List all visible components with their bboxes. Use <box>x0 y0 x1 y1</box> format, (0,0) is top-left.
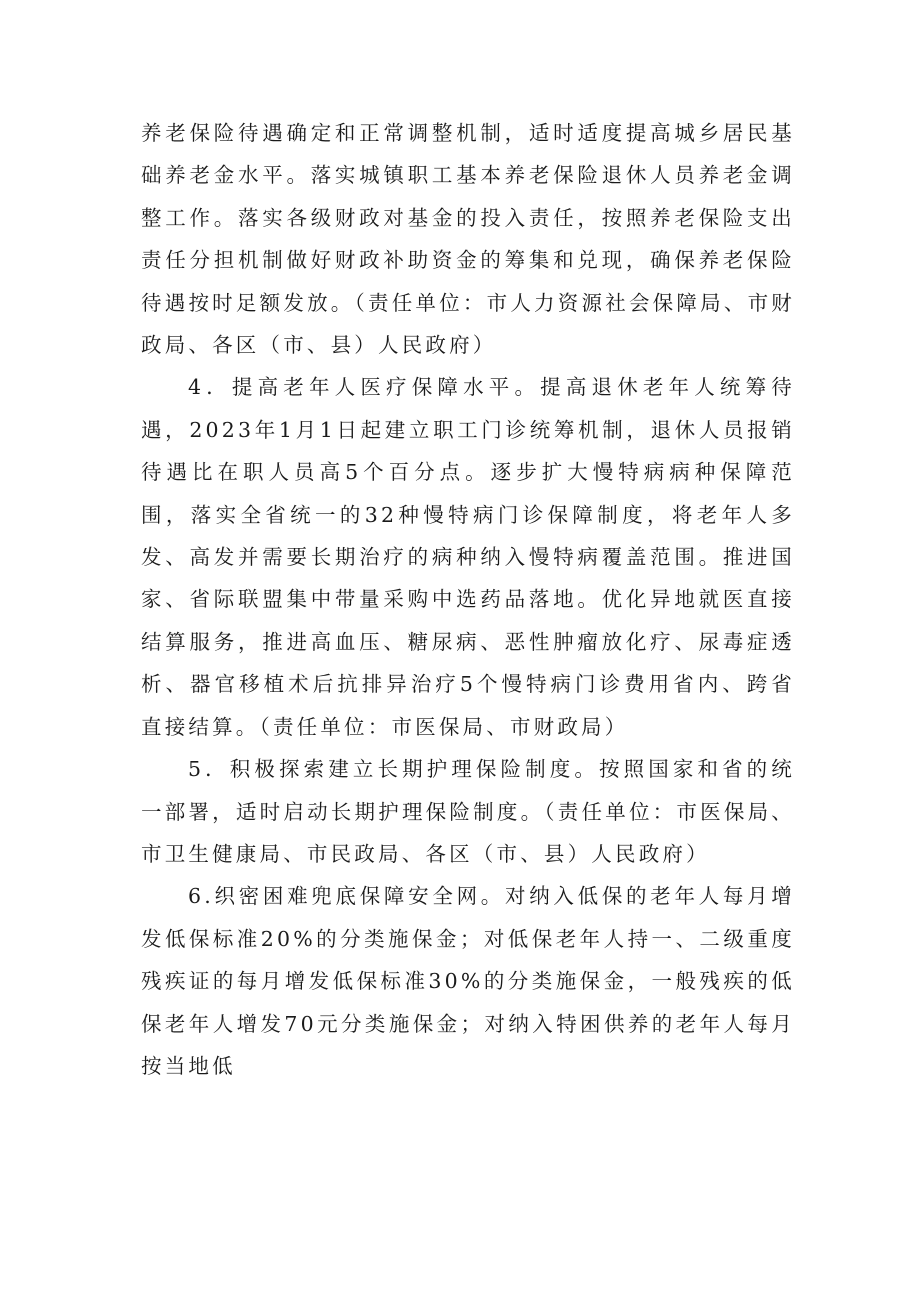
paragraph-pension-adjustment: 养老保险待遇确定和正常调整机制，适时适度提高城乡居民基础养老金水平。落实城镇职工基本养老保险退休人员养老金调整工作。落实各级财政对基金的投入责任，按照养老保险支出责任分担机制做好财政补助资金的筹集和兑现，确保养老保险待遇按时足额发放。（责任单位：市人力资源社会保障局、市财政局、各区（市、县）人民政府） <box>141 121 795 358</box>
paragraph-hardship-safety-net: 6.织密困难兜底保障安全网。对纳入低保的老年人每月增发低保标准20%的分类施保金；对低保老年人持一、二级重度残疾证的每月增发低保标准30%的分类施保金，一般残疾的低保老年人增发70元分类施保金；对纳入特困供养的老年人每月按当地低 <box>141 884 795 1078</box>
document-body <box>141 112 795 1087</box>
paragraph-long-term-care: 5．积极探索建立长期护理保险制度。按照国家和省的统一部署，适时启动长期护理保险制度。（责任单位：市医保局、市卫生健康局、市民政局、各区（市、县）人民政府） <box>141 757 795 866</box>
paragraph-medical-security: 4．提高老年人医疗保障水平。提高退休老年人统筹待遇，2023年1月1日起建立职工门诊统筹机制，退休人员报销待遇比在职人员高5个百分点。逐步扩大慢特病病种保障范围，落实全省统一的32种慢特病门诊保障制度，将老年人多发、高发并需要长期治疗的病种纳入慢特病覆盖范围。推进国家、省际联盟集中带量采购中选药品落地。优化异地就医直接结算服务，推进高血压、糖尿病、恶性肿瘤放化疗、尿毒症透析、器官移植术后抗排异治疗5个慢特病门诊费用省内、跨省直接结算。（责任单位：市医保局、市财政局） <box>141 375 795 739</box>
